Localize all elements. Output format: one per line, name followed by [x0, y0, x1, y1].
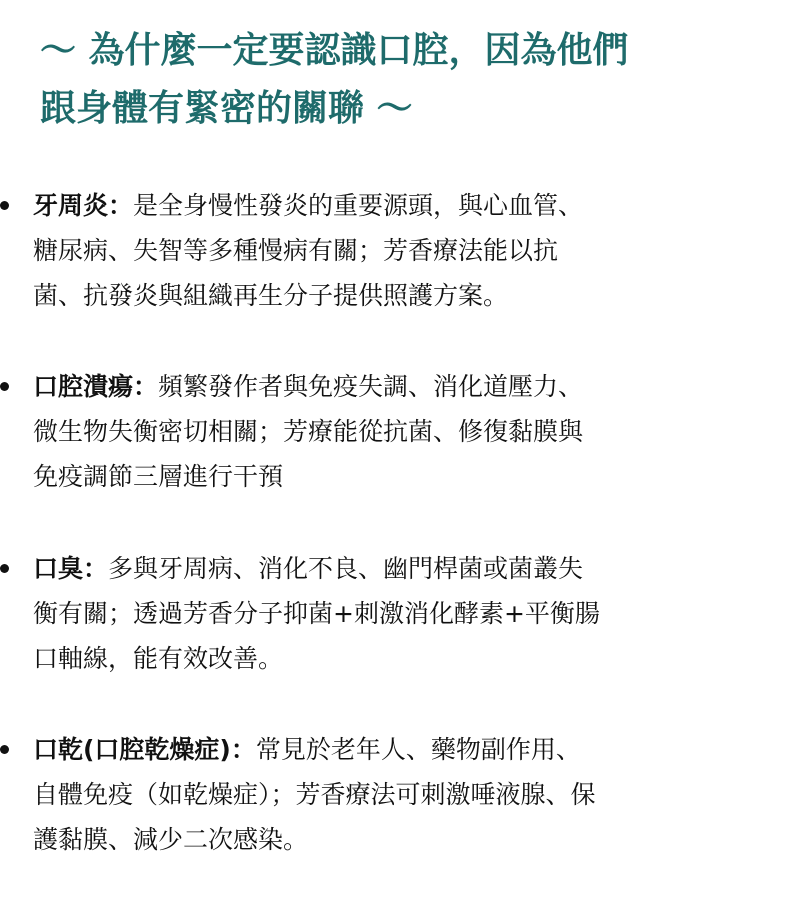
heading-line-1: 〜 為什麼一定要認識口腔，因為他們: [40, 30, 629, 71]
page-heading: [40, 22, 785, 138]
list-item-text: [33, 183, 583, 318]
list-item-line-2: 自體免疫（如乾燥症）；芳香療法可刺激唾液腺、保: [33, 780, 596, 809]
list-item-line-2: 微生物失衡密切相關；芳療能從抗菌、修復黏膜與: [33, 417, 584, 446]
list-item-text: [33, 727, 596, 862]
bullet-icon: [0, 201, 9, 210]
list-item-line-1: [33, 364, 583, 409]
list-item-text: [33, 546, 600, 681]
list-item-term: 牙周炎：: [33, 191, 134, 220]
list-item-term: 口腔潰瘍：: [33, 372, 159, 401]
list-item-line-1: [33, 183, 583, 228]
list-item-line-2: 糖尿病、失智等多種慢病有關；芳香療法能以抗: [33, 236, 559, 265]
list-item-line-2: 衡有關；透過芳香分子抑菌+刺激消化酵素+平衡腸: [33, 599, 600, 628]
list-item-text: [33, 364, 583, 499]
list-item-term: 口乾(口腔乾燥症)：: [33, 735, 256, 764]
list-item-desc-1: 是全身慢性發炎的重要源頭，與心血管、: [133, 191, 584, 220]
bullet-icon: [0, 382, 9, 391]
bullet-icon: [0, 745, 9, 754]
list-item-line-1: [33, 727, 596, 772]
list-item-line-3: 口軸線，能有效改善。: [33, 644, 284, 673]
list-item-line-3: 菌、抗發炎與組織再生分子提供照護方案。: [33, 281, 509, 310]
list-item-line-3: 免疫調節三層進行干預: [33, 462, 284, 491]
list-item-desc-1: 常見於老年人、藥物副作用、: [255, 735, 581, 764]
list-item-desc-1: 頻繁發作者與免疫失調、消化道壓力、: [158, 372, 584, 401]
list-item-line-3: 護黏膜、減少二次感染。: [33, 825, 309, 854]
list-item-line-1: [33, 546, 600, 591]
bullet-icon: [0, 564, 9, 573]
list-item-term: 口臭：: [33, 554, 109, 583]
heading-line-2: 跟身體有緊密的關聯 〜: [40, 88, 413, 129]
list-item-desc-1: 多與牙周病、消化不良、幽門桿菌或菌叢失: [108, 554, 584, 583]
